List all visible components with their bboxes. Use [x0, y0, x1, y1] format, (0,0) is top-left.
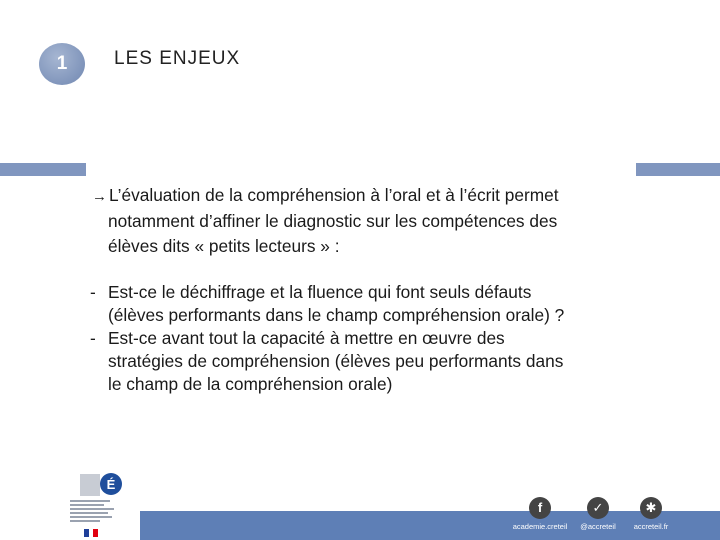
web-icon: ✱ — [640, 497, 662, 519]
footer-link-label: academie.creteil — [512, 522, 568, 531]
french-flag-icon — [84, 529, 98, 537]
dash-marker: - — [90, 282, 96, 302]
republique-logo-icon — [80, 470, 122, 498]
intro-line — [92, 183, 652, 209]
facebook-icon: f — [529, 497, 551, 519]
title-divider-left — [0, 163, 86, 176]
academy-logo — [66, 470, 130, 538]
list-item-line: le champ de la compréhension orale) — [108, 374, 393, 394]
list-item-line: stratégies de compréhension (élèves peu performants dans — [108, 351, 564, 371]
intro-line: notamment d’affiner le diagnostic sur les compétences des — [108, 211, 558, 231]
footer-link-label: accreteil.fr — [633, 522, 669, 531]
list-item-line: Est-ce avant tout la capacité à mettre en œuvre des — [108, 328, 505, 348]
list-item — [90, 281, 660, 327]
logo-caption — [70, 500, 130, 524]
slide-number-badge: 1 — [39, 43, 85, 85]
footer-link-label: @accreteil — [580, 522, 616, 531]
slide-title: LES ENJEUX — [114, 48, 241, 69]
title-divider-right — [636, 163, 720, 176]
footer-website-link[interactable] — [616, 497, 686, 531]
questions-list — [90, 281, 660, 396]
intro-paragraph — [92, 183, 652, 259]
list-item-line: Est-ce le déchiffrage et la fluence qui font seuls défauts — [108, 282, 532, 302]
dash-marker: - — [90, 328, 96, 348]
intro-line-text: L’évaluation de la compréhension à l’oral et à l’écrit permet — [109, 185, 559, 205]
arrow-bullet-icon: → — [92, 188, 107, 205]
svg-text:É: É — [106, 477, 116, 492]
list-item-line: (élèves performants dans le champ compréhension orale) ? — [108, 305, 565, 325]
twitter-icon: ✓ — [587, 497, 609, 519]
intro-line: élèves dits « petits lecteurs » : — [108, 236, 340, 256]
list-item — [90, 327, 660, 396]
